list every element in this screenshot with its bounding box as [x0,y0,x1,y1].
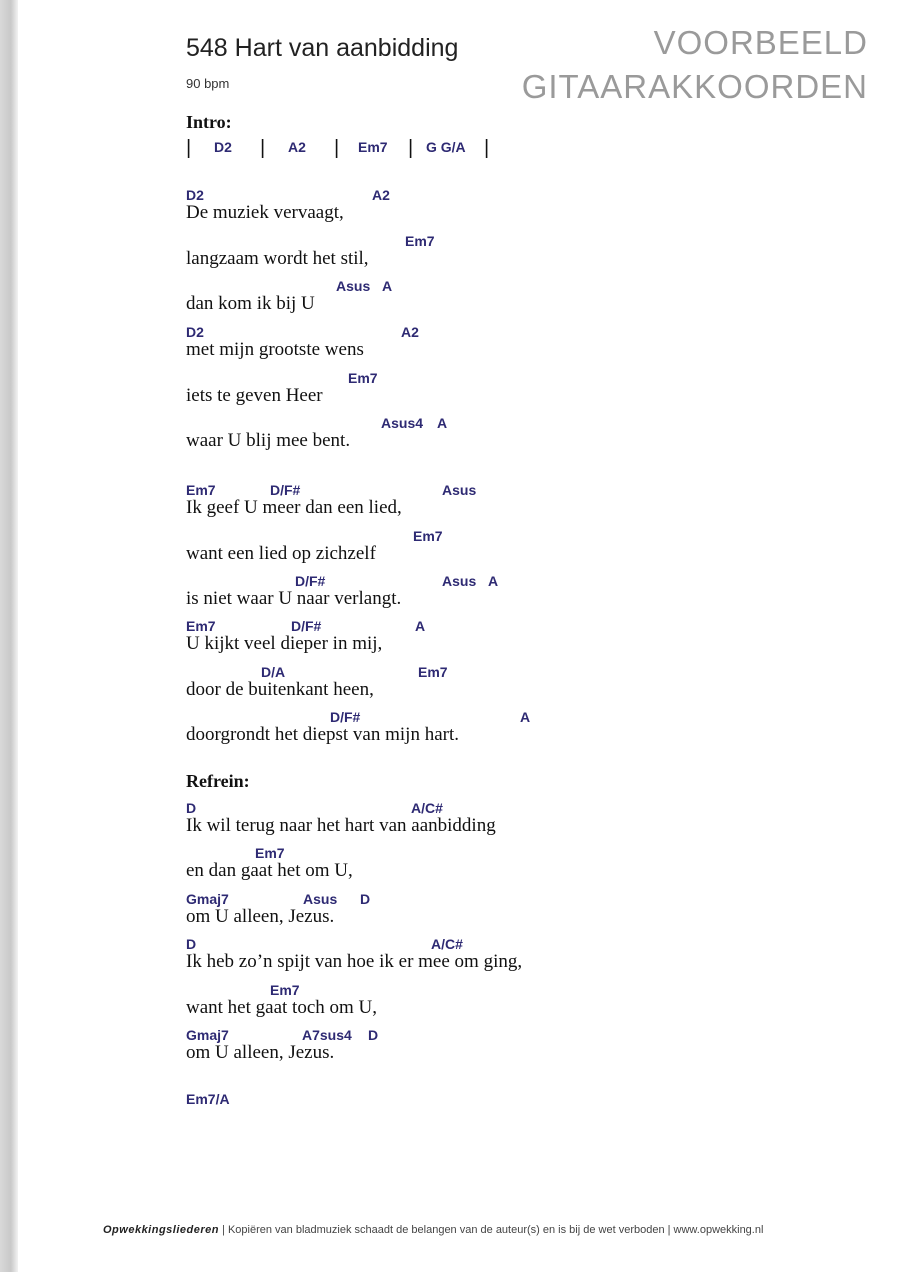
chord: Em7 [413,528,443,544]
chord: D/F# [330,709,361,725]
lyric-line: door de buitenkant heen, [186,679,374,700]
lyric-line: om U alleen, Jezus. [186,1042,335,1063]
chord: D/A [261,664,286,680]
publisher-logo: Opwekkingsliederen [103,1224,219,1236]
chord: Em7 [418,664,448,680]
lyric-line: Ik wil terug naar het hart van aanbidding [186,815,496,836]
copyright-notice: | Kopiëren van bladmuziek schaadt de belangen van de auteur(s) en is bij de wet verboden | www.opwekking.nl [222,1224,764,1236]
bar-line: | [186,137,192,159]
chord: A7sus4 [302,1027,352,1043]
chord: Asus [303,891,338,907]
intro-label: Intro: [186,112,232,132]
lyric-line: en dan gaat het om U, [186,860,353,881]
lyric-line: De muziek vervaagt, [186,202,344,223]
chord: D/F# [291,618,322,634]
chord: Gmaj7 [186,1027,229,1043]
chord: A2 [288,139,306,155]
chord: A [415,618,426,634]
chord: Em7 [348,370,378,386]
bar-line: | [334,137,340,159]
refrein-label: Refrein: [186,771,250,791]
chord: D2 [186,324,204,340]
lyric-line: want een lied op zichzelf [186,543,376,564]
chord: A/C# [411,800,443,816]
bar-line: | [408,137,414,159]
chord: Asus4 [381,415,424,431]
chord: A2 [372,187,390,203]
lyric-line: doorgrondt het diepst van mijn hart. [186,724,459,745]
chord: Em7 [186,482,216,498]
lyric-line: want het gaat toch om U, [186,997,378,1018]
chord: Asus [442,573,477,589]
chord: A [437,415,448,431]
chord: Em7 [255,845,285,861]
lyric-line: dan kom ik bij U [186,293,315,314]
chord: D [368,1027,379,1043]
lyric-line: waar U blij mee bent. [186,430,351,451]
chord: Asus [336,278,371,294]
page-edge-shadow [0,0,18,1272]
lyric-line: om U alleen, Jezus. [186,906,335,927]
lyric-line: langzaam wordt het stil, [186,248,369,269]
lyric-line: is niet waar U naar verlangt. [186,588,402,609]
chord: Asus [442,482,477,498]
tempo-label: 90 bpm [186,76,230,91]
bar-line: | [260,137,266,159]
chord: D/F# [270,482,301,498]
lyric-line: Ik heb zo’n spijt van hoe ik er mee om ging, [186,951,523,972]
chord: G G/A [426,139,466,155]
chord: A [488,573,499,589]
chord: D [360,891,371,907]
chord: A/C# [431,936,463,952]
watermark-line-2: GITAARAKKOORDEN [521,68,868,105]
chord: A [382,278,393,294]
chord: Gmaj7 [186,891,229,907]
chord: A2 [401,324,419,340]
lyric-line: U kijkt veel dieper in mij, [186,633,383,654]
chord: Em7/A [186,1091,230,1107]
watermark-line-1: VOORBEELD [653,24,868,61]
chord: A [520,709,531,725]
chord: Em7 [358,139,388,155]
chord: Em7 [270,982,300,998]
bar-line: | [484,137,490,159]
chord: D [186,800,197,816]
footer [103,1224,763,1236]
song-title: 548 Hart van aanbidding [186,34,459,62]
chord: D/F# [295,573,326,589]
lyric-line: Ik geef U meer dan een lied, [186,497,402,518]
lyric-line: met mijn grootste wens [186,339,364,360]
chord: D2 [214,139,232,155]
chord: D2 [186,187,204,203]
lyric-line: iets te geven Heer [186,385,323,406]
chord: D [186,936,197,952]
chord: Em7 [186,618,216,634]
chord: Em7 [405,233,435,249]
